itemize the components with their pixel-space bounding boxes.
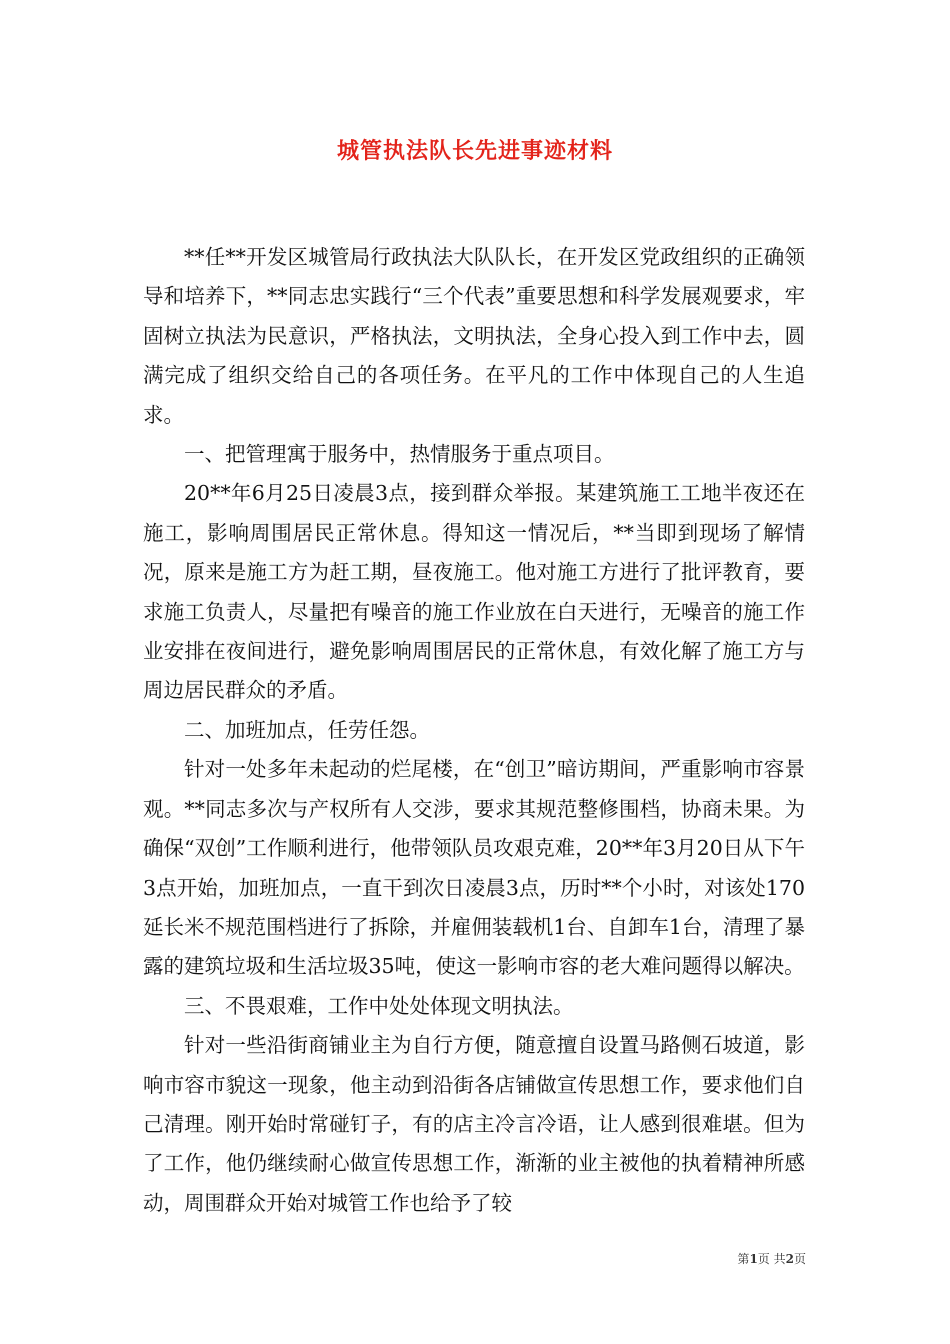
paragraph-intro: **任**开发区城管局行政执法大队队长，在开发区党政组织的正确领导和培养下，**同志忠实践行“三个代表”重要思想和科学发展观要求，牢固树立执法为民意识，严格执法，文明执法，全身心投入到工作中去，圆满完成了组织交给自己的各项任务。在平凡的工作中体现自己的人生追求。 [143, 245, 805, 427]
paragraph-section-1: 20**年6月25日凌晨3点，接到群众举报。某建筑施工工地半夜还在施工，影响周围居民正常休息。得知这一情况后，**当即到现场了解情况，原来是施工方为赶工期，昼夜施工。他对施工方进行了批评教育，要求施工负责人，尽量把有噪音的施工作业放在白天进行，无噪音的施工作业安排在夜间进行，避免影响周围居民的正常休息，有效化解了施工方与周边居民群众的矛盾。 [143, 481, 805, 703]
section-heading-2: 二、加班加点，任劳任怨。 [184, 717, 430, 742]
section-heading-3: 三、不畏艰难，工作中处处体现文明执法。 [184, 993, 574, 1018]
page-number-footer [737, 1250, 806, 1267]
footer-prefix: 第 [737, 1252, 750, 1266]
footer-suffix: 页 [793, 1252, 806, 1266]
footer-current-page: 1 [749, 1252, 758, 1266]
footer-middle: 页 共 [757, 1252, 786, 1266]
section-heading-1: 一、把管理寓于服务中，热情服务于重点项目。 [184, 442, 615, 467]
document-title: 城管执法队长先进事迹材料 [336, 138, 613, 164]
paragraph-section-3: 针对一些沿街商铺业主为自行方便，随意擅自设置马路侧石坡道，影响市容市貌这一现象，他主动到沿街各店铺做宣传思想工作，要求他们自己清理。刚开始时常碰钉子，有的店主冷言冷语，让人感到很难堪。但为了工作，他仍继续耐心做宣传思想工作，渐渐的业主被他的执着精神所感动，周围群众开始对城管工作也给予了较 [143, 1033, 805, 1215]
footer-total-pages: 2 [785, 1252, 794, 1266]
document-body [143, 238, 805, 1223]
paragraph-section-2: 针对一处多年未起动的烂尾楼，在“创卫”暗访期间，严重影响市容景观。**同志多次与产权所有人交涉，要求其规范整修围档，协商未果。为确保“双创”工作顺利进行，他带领队员攻艰克难，20**年3月20日从下午3点开始，加班加点，一直干到次日凌晨3点，历时**个小时，对该处170延长米不规范围档进行了拆除，并雇佣装载机1台、自卸车1台，清理了暴露的建筑垃圾和生活垃圾35吨，使这一影响市容的老大难问题得以解决。 [143, 757, 805, 979]
